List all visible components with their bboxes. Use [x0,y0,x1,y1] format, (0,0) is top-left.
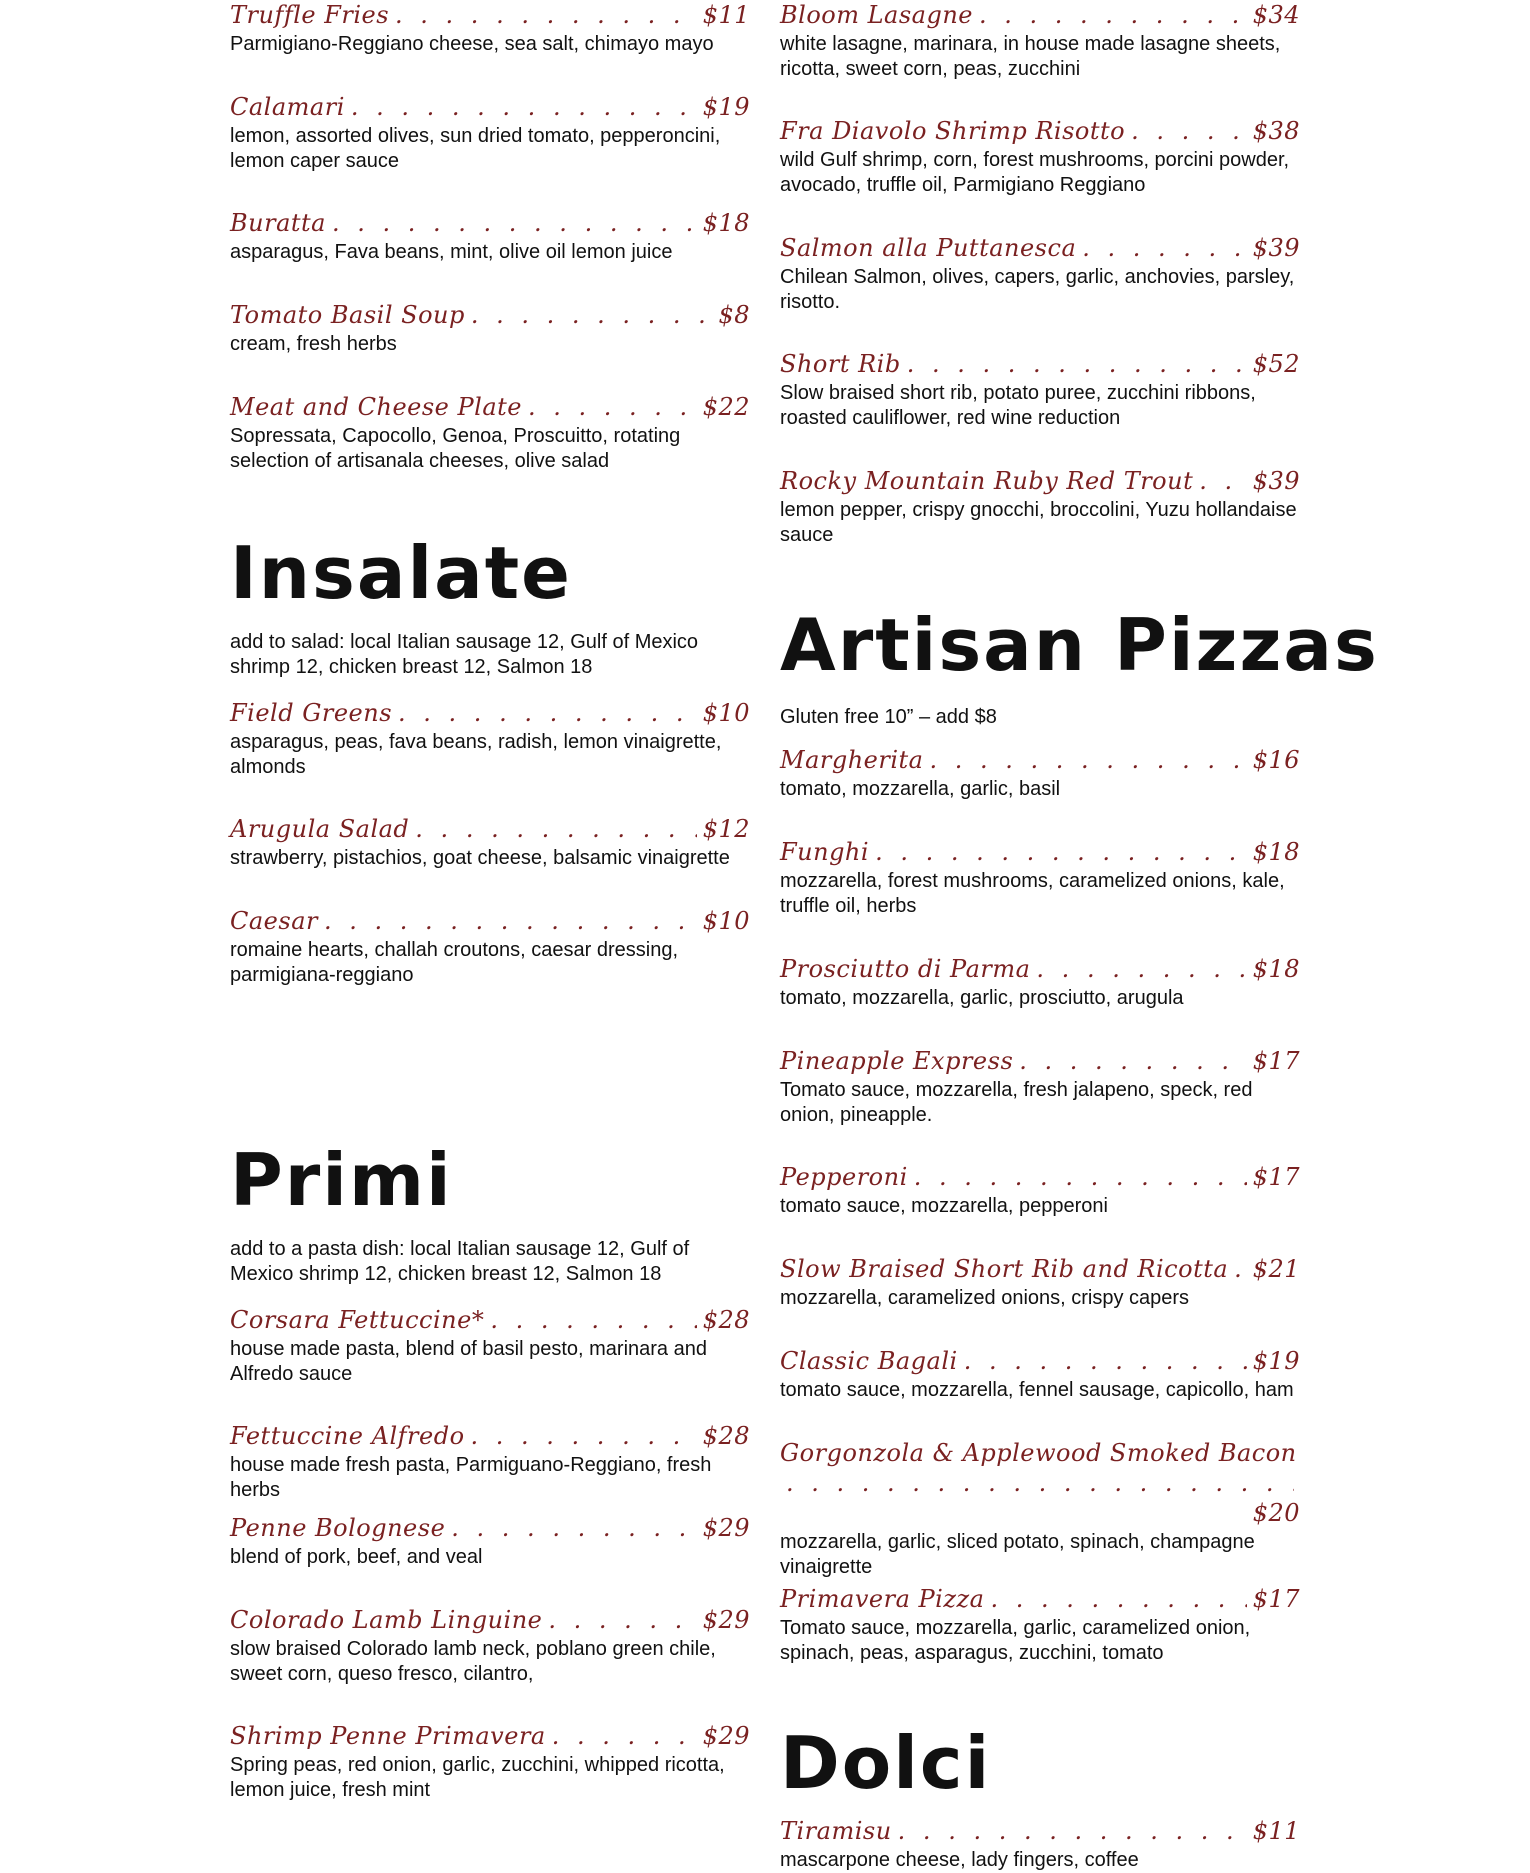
menu-item-description: tomato, mozzarella, garlic, basil [780,778,1061,800]
menu-item [780,1162,1300,1219]
section-title-dolci: Dolci [780,1721,992,1805]
menu-item [230,1421,750,1503]
dot-leader [490,1305,696,1335]
menu-item [230,208,750,265]
menu-item [780,0,1300,82]
menu-item-header [780,1584,1300,1614]
dot-leader [907,349,1247,379]
menu-item-price: $52 [1252,350,1300,378]
menu-item-header [780,1254,1300,1284]
section-title-primi: Primi [230,1138,453,1222]
menu-item-description: Slow braised short rib, potato puree, zucchini ribbons, roasted cauliflower, red wine reduction [780,382,1256,429]
menu-item-header [780,349,1300,379]
menu-item-description: Spring peas, red onion, garlic, zucchini, whipped ricotta, lemon juice, fresh mint [230,1754,725,1801]
section-note: add to a pasta dish: local Italian sausage 12, Gulf of Mexico shrimp 12, chicken breast 12, Salmon 18 [230,1238,690,1285]
menu-item-description: tomato sauce, mozzarella, pepperoni [780,1195,1108,1217]
menu-item-header [780,466,1300,496]
menu-item-description: mozzarella, forest mushrooms, caramelized onions, kale, truffle oil, herbs [780,870,1285,917]
menu-item-name: Colorado Lamb Linguine [230,1606,543,1634]
menu-item-name: Funghi [780,838,870,866]
menu-item-header [780,116,1300,146]
menu-item-price: $16 [1252,746,1300,774]
menu-item-price: $21 [1252,1255,1300,1283]
menu-item [230,1305,750,1387]
menu-item-description: cream, fresh herbs [230,333,397,355]
menu-item-name: Fra Diavolo Shrimp Risotto [780,117,1126,145]
menu-item-price: $10 [702,907,750,935]
menu-item-name: Pepperoni [780,1163,908,1191]
menu-item-header [780,1438,1300,1528]
dot-leader [395,0,697,30]
menu-item [230,92,750,174]
menu-item-header [230,92,750,122]
menu-item-header [230,906,750,936]
menu-item-price: $17 [1252,1585,1300,1613]
menu-item-price: $11 [702,1,750,29]
menu-item [780,954,1300,1011]
menu-item-description: Chilean Salmon, olives, capers, garlic, anchovies, parsley, risotto. [780,266,1295,313]
dot-leader [898,1816,1247,1846]
menu-item-header [780,745,1300,775]
menu-item [230,1721,750,1803]
menu-item-header [230,698,750,728]
menu-item [780,116,1300,198]
menu-item-name: Prosciutto di Parma [780,955,1031,983]
dot-leader [1082,233,1246,263]
menu-item-price: $19 [1252,1347,1300,1375]
menu-item-name: Field Greens [230,699,393,727]
menu-item-description: mozzarella, caramelized onions, crispy capers [780,1287,1190,1309]
menu-item-price: $19 [702,93,750,121]
menu-item-description: blend of pork, beef, and veal [230,1546,483,1568]
menu-item [230,906,750,988]
dot-leader [1234,1254,1247,1284]
menu-item-description: tomato, mozzarella, garlic, prosciutto, arugula [780,987,1184,1009]
dot-leader [1199,466,1246,496]
menu-item-price: $17 [1252,1047,1300,1075]
dot-leader [786,1468,1294,1498]
dot-leader [1036,954,1246,984]
menu-item-description: wild Gulf shrimp, corn, forest mushrooms, porcini powder, avocado, truffle oil, Parmigiano Reggiano [780,149,1290,196]
menu-item-name: Short Rib [780,350,901,378]
menu-item-name: Meat and Cheese Plate [230,393,522,421]
dot-leader [351,92,697,122]
dot-leader [332,208,697,238]
menu-item-price: $39 [1252,234,1300,262]
menu-item-name: Slow Braised Short Rib and Ricotta [780,1255,1229,1283]
menu-item-description: slow braised Colorado lamb neck, poblano green chile, sweet corn, queso fresco, cilantro, [230,1638,716,1685]
menu-item-description: tomato sauce, mozzarella, fennel sausage, capicollo, ham [780,1379,1294,1401]
menu-item-name: Fettuccine Alfredo [230,1422,465,1450]
menu-item [780,349,1300,431]
menu-item [780,1438,1300,1580]
menu-item-price: $39 [1252,467,1300,495]
menu-item-price: $29 [702,1514,750,1542]
menu-item-header [230,300,750,330]
menu-item-price: $29 [702,1722,750,1750]
dot-leader [929,745,1246,775]
menu-item [780,466,1300,548]
dot-leader [1131,116,1247,146]
menu-item [230,1513,750,1570]
menu-item-price: $29 [702,1606,750,1634]
dot-leader [964,1346,1247,1376]
dot-leader [398,698,697,728]
dot-leader [990,1584,1246,1614]
menu-item-name: Caesar [230,907,318,935]
menu-item-header [780,954,1300,984]
dot-leader [548,1605,696,1635]
menu-item-description: house made pasta, blend of basil pesto, marinara and Alfredo sauce [230,1338,707,1385]
menu-item-name: Shrimp Penne Primavera [230,1722,546,1750]
dot-leader [875,837,1247,867]
menu-item-price: $34 [1252,1,1300,29]
dot-leader [1019,1046,1246,1076]
menu-item-description: house made fresh pasta, Parmiguano-Reggiano, fresh herbs [230,1454,712,1501]
menu-item-name: Buratta [230,209,326,237]
menu-item [230,392,750,474]
menu-item-price: $17 [1252,1163,1300,1191]
menu-item-header [780,1816,1300,1846]
menu-item-name: Gorgonzola & Applewood Smoked Bacon [780,1439,1297,1467]
menu-item-price: $11 [1252,1817,1300,1845]
menu-item-header [780,837,1300,867]
menu-item-name: Pineapple Express [780,1047,1014,1075]
menu-item-name: Arugula Salad [230,815,410,843]
menu-item-name: Tiramisu [780,1817,892,1845]
menu-item-header [230,1421,750,1451]
menu-item-description: lemon, assorted olives, sun dried tomato, pepperoncini, lemon caper sauce [230,125,721,172]
menu-item-header [230,1513,750,1543]
menu-item-description: romaine hearts, challah croutons, caesar dressing, parmigiana-reggiano [230,939,679,986]
menu-item [780,837,1300,919]
menu-item-price: $8 [718,301,750,329]
menu-item [780,233,1300,315]
menu-item-description: asparagus, Fava beans, mint, olive oil lemon juice [230,241,673,263]
menu-item-name: Bloom Lasagne [780,1,973,29]
menu-item-header [230,814,750,844]
menu-item-header [230,0,750,30]
menu-item [780,1046,1300,1128]
menu-item [230,698,750,780]
menu-item-name: Classic Bagali [780,1347,958,1375]
dot-leader [471,1421,697,1451]
menu-item-name: Rocky Mountain Ruby Red Trout [780,467,1194,495]
dot-leader [471,300,713,330]
menu-item-description: Parmigiano-Reggiano cheese, sea salt, chimayo mayo [230,33,714,55]
menu-item-name: Tomato Basil Soup [230,301,465,329]
menu-item-price: $22 [702,393,750,421]
section-title-artisan-pizzas: Artisan Pizzas [780,603,1379,687]
menu-item [780,1584,1300,1666]
menu-item-description: white lasagne, marinara, in house made lasagne sheets, ricotta, sweet corn, peas, zucchini [780,33,1281,80]
menu-item-header [780,233,1300,263]
menu-item-name: Penne Bolognese [230,1514,446,1542]
menu-item-description: Sopressata, Capocollo, Genoa, Proscuitto, rotating selection of artisanala cheeses, olive salad [230,425,681,472]
menu-item-header [780,1346,1300,1376]
menu-item-header [230,1721,750,1751]
menu-item-price: $38 [1252,117,1300,145]
menu-item-price: $28 [702,1422,750,1450]
menu-item-description: Tomato sauce, mozzarella, garlic, caramelized onion, spinach, peas, asparagus, zucchini, tomato [780,1617,1251,1664]
dot-leader [552,1721,697,1751]
menu-item [230,814,750,871]
menu-item-price: $28 [702,1306,750,1334]
menu-item-header [230,392,750,422]
dot-leader [324,906,697,936]
menu-item-price: $10 [702,699,750,727]
menu-item [780,1254,1300,1311]
menu-item-price: $18 [1252,838,1300,866]
section-note: Gluten free 10” – add $8 [780,706,997,728]
menu-item-description: lemon pepper, crispy gnocchi, broccolini, Yuzu hollandaise sauce [780,499,1297,546]
menu-item [230,0,750,57]
menu-item-description: mozzarella, garlic, sliced potato, spinach, champagne vinaigrette [780,1531,1255,1578]
dot-leader [451,1513,696,1543]
menu-item [230,300,750,357]
menu-item-header [780,0,1300,30]
menu-item-name: Primavera Pizza [780,1585,985,1613]
menu-item-header [230,1305,750,1335]
dot-leader [415,814,696,844]
menu-item-price: $18 [1252,955,1300,983]
menu-item [780,1816,1300,1873]
menu-item [230,1605,750,1687]
section-title-insalate: Insalate [230,531,573,615]
menu-item-header [780,1046,1300,1076]
dot-leader [528,392,697,422]
menu-item-name: Margherita [780,746,924,774]
menu-item-price: $12 [702,815,750,843]
menu-item-name: Salmon alla Puttanesca [780,234,1077,262]
dot-leader [979,0,1247,30]
menu-item [780,1346,1300,1403]
menu-item-name: Truffle Fries [230,1,390,29]
menu-item-description: mascarpone cheese, lady fingers, coffee [780,1849,1139,1871]
menu-item-header [230,1605,750,1635]
menu-item-price: $20 [1252,1499,1300,1527]
menu-item-price: $18 [702,209,750,237]
menu-item-name: Corsara Fettuccine* [230,1306,485,1334]
menu-item-description: Tomato sauce, mozzarella, fresh jalapeno, speck, red onion, pineapple. [780,1079,1253,1126]
menu-item-header [780,1162,1300,1192]
menu-item-description: asparagus, peas, fava beans, radish, lemon vinaigrette, almonds [230,731,722,778]
section-note: add to salad: local Italian sausage 12, Gulf of Mexico shrimp 12, chicken breast 12, Salmon 18 [230,631,699,678]
menu-item-description: strawberry, pistachios, goat cheese, balsamic vinaigrette [230,847,730,869]
menu-item-header [230,208,750,238]
dot-leader [914,1162,1247,1192]
menu-item [780,745,1300,802]
menu-item-name: Calamari [230,93,345,121]
